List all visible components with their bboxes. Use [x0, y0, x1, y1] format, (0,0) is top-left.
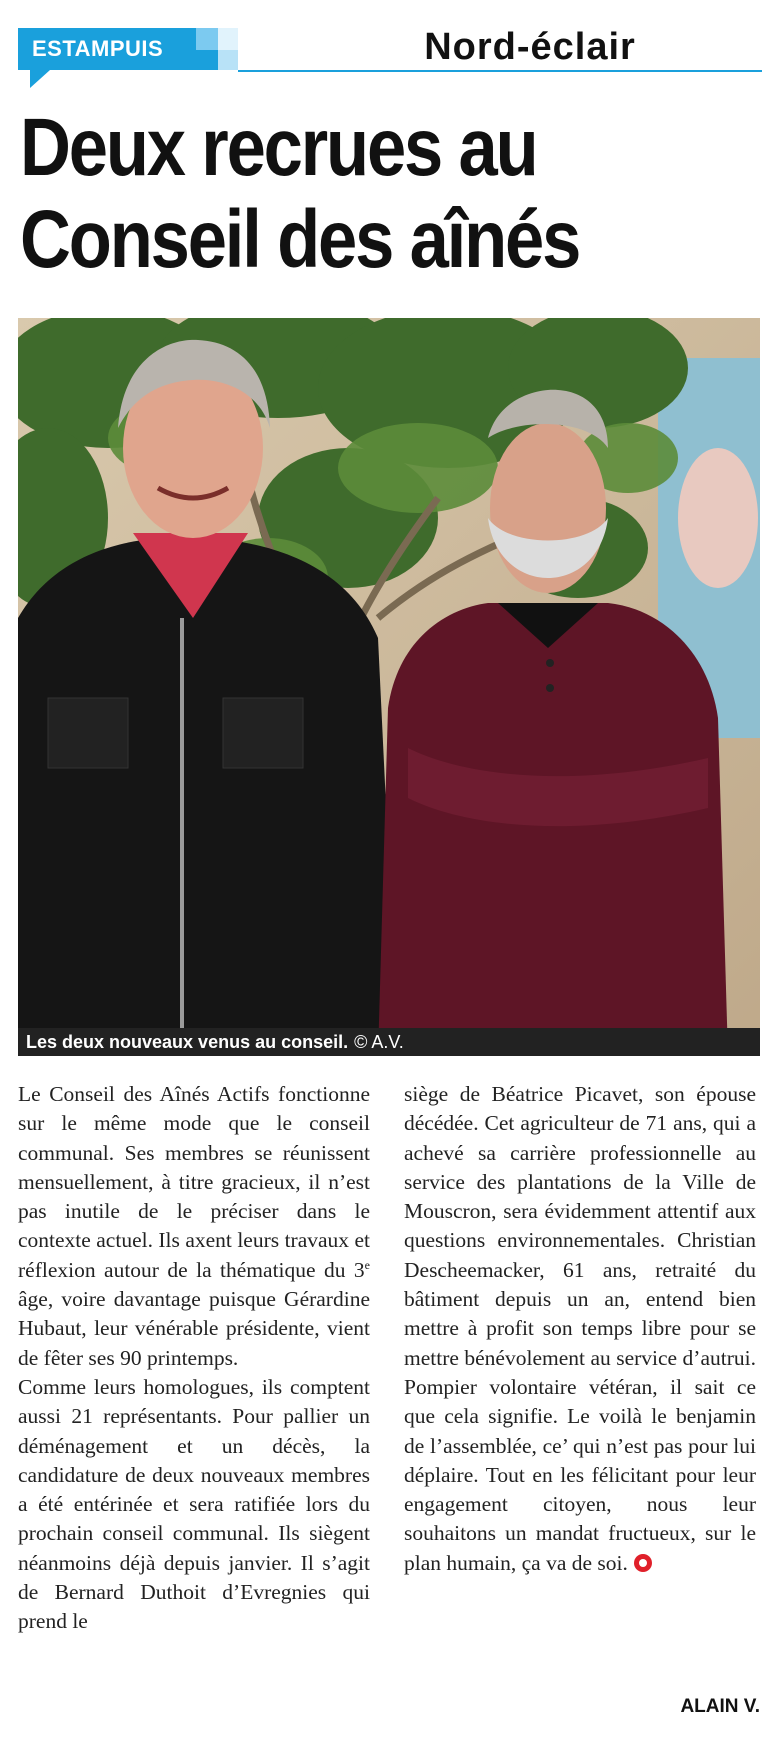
article-photo: [18, 318, 760, 1056]
article-paragraph: [404, 1080, 756, 1578]
caption-text: Les deux nouveaux venus au conseil.: [26, 1032, 349, 1052]
photo-caption: [18, 1028, 760, 1056]
paragraph-text: siège de Béatrice Picavet, son épouse décédée. Cet agriculteur de 71 ans, qui a achevé sa carrière professionnelle au service des plantations de la Ville de Mouscron, sera évidemment attentif aux questions environnementales. Christian Descheemacker, 61 ans, retraité du bâtiment depuis un an, entend bien mettre à profit son temps libre pour se mettre bénévolement au service d’autrui. Pompier volontaire vétéran, il sait ce que cela signifie. Le voilà le benjamin de l’assemblée, ce’ qui n’est pas pour lui déplaire. Tout en les félicitant pour leur engagement citoyen, nous leur souhaitons un mandat fructueux, sur le plan humain, ça va de soi.: [404, 1082, 756, 1575]
article-headline: [20, 102, 656, 286]
article-paragraph: [18, 1080, 370, 1373]
article-column-left: [18, 1080, 370, 1637]
article-column-right: [404, 1080, 756, 1578]
article-author: ALAIN V.: [680, 1696, 760, 1717]
newspaper-masthead: Nord-éclair: [424, 26, 636, 68]
rubric-square-decoration: [218, 50, 238, 70]
rubric-tail-decoration: [30, 70, 50, 88]
paragraph-text: âge, voire davantage puisque Gérardine Hubaut, leur vénérable présidente, vient de fêter ses 90 printemps.: [18, 1287, 370, 1370]
end-of-article-icon: [634, 1554, 652, 1572]
rubric-square-decoration: [196, 28, 218, 50]
paragraph-text: Le Conseil des Aînés Actifs fonctionne sur le même mode que le conseil communal. Ses membres se réunissent mensuellement, à titre gracieux, il n’est pas inutile de le préciser dans le contexte actuel. Ils axent leurs travaux et réflexion autour de la thématique du 3: [18, 1082, 370, 1282]
headline-line-1: Deux recrues au: [20, 102, 537, 193]
superscript-text: e: [364, 1257, 370, 1272]
rubric-square-decoration: [218, 28, 238, 50]
photo-credit: © A.V.: [354, 1032, 404, 1052]
section-rubric: ESTAMPUIS: [18, 28, 238, 70]
masthead-rule: [238, 70, 762, 72]
article-paragraph: Comme leurs homologues, ils comptent aussi 21 représentants. Pour pallier un déménagement et un décès, la candidature de deux nouveaux membres a été entérinée et sera ratifiée lors du prochain conseil communal. Ils siègent néanmoins déjà depuis janvier. Il s’agit de Bernard Duthoit d’Evregnies qui prend le: [18, 1374, 370, 1634]
headline-line-2: Conseil des aînés: [20, 194, 580, 285]
